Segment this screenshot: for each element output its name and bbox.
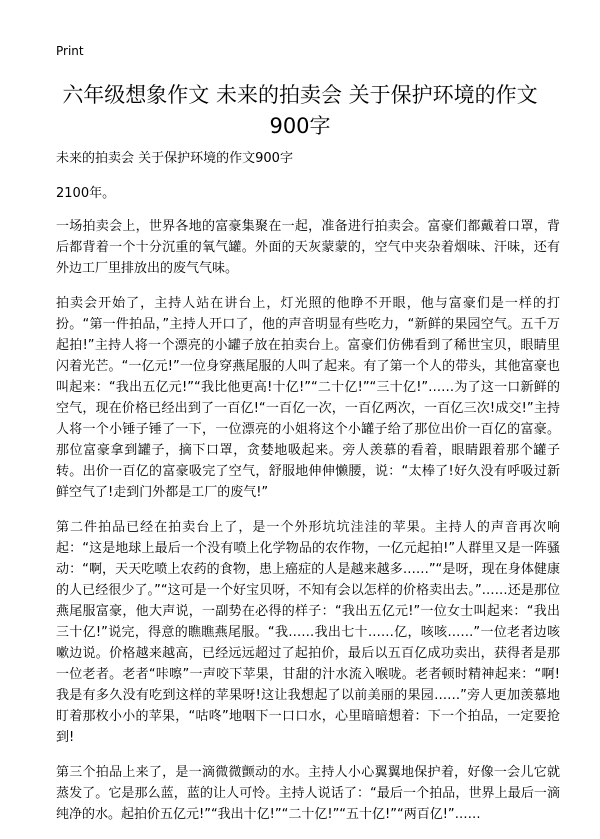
- paragraph: 第三个拍品上来了，是一滴微微颤动的水。主持人小心翼翼地保护着，好像一会儿它就蒸发了。它是那么蓝，蓝的让人可怜。主持人说话了：“最后一个拍品，世界上最后一滴纯净的水。起拍价五亿元!”“我出十亿!”“二十亿!”“五十亿!”“两百亿!”……: [56, 765, 560, 822]
- page-title: 六年级想象作文 未来的拍卖会 关于保护环境的作文900字: [62, 83, 538, 138]
- paragraph: 一场拍卖会上，世界各地的富豪集聚在一起，准备进行拍卖会。富豪们都戴着口罩，背后都背着一个十分沉重的氧气罐。外面的天灰蒙蒙的，空气中夹杂着烟味、汗味，还有外边工厂里排放出的废气气味。: [56, 219, 560, 276]
- print-link[interactable]: Print: [56, 44, 84, 58]
- paragraph: 第二件拍品已经在拍卖台上了，是一个外形坑坑洼洼的苹果。主持人的声音再次响起：“这是地球上最后一个没有喷上化学物品的农作物，一亿元起拍!”人群里又是一阵骚动：“啊，天天吃喷上农药的食物，患上癌症的人是越来越多……”“是呀，现在身体健康的人已经很少了。”“这可是一个好宝贝呀，不知有会以怎样的价格卖出去。”……还是那位燕尾服富豪，他大声说，一副势在必得的样子：“我出五亿元!”一位女士叫起来：“我出三十亿!”说完，得意的瞧瞧燕尾服。“我……我出七十……亿，咳咳……”一位老者边咳嗽边说。价格越来越高，已经远远超过了起拍价，最后以五百亿成功卖出，获得者是那一位老者。老者“咔嚓”一声咬下苹果，甘甜的汁水流入喉咙。老者顿时精神起来：“啊!我是有多久没有吃到这样的苹果呀!这让我想起了以前美丽的果园……”旁人更加羡慕地盯着那枚小小的苹果，“咕咚”地咽下一口口水，心里暗暗想着：下一个拍品，一定要抢到!: [56, 520, 560, 745]
- paragraph: 拍卖会开始了，主持人站在讲台上，灯光照的他睁不开眼，他与富豪们是一样的打扮。“第一件拍品，”主持人开口了，他的声音明显有些吃力，“新鲜的果园空气。五千万起拍!”主持人将一个漂亮的小罐子放在拍卖台上。富豪们仿佛看到了稀世宝贝，眼睛里闪着光芒。“一亿元!”一位身穿燕尾服的人叫了起来。有了第一个人的带头，其他富豪也叫起来：“我出五亿元!”“我比他更高!十亿!”“二十亿!”“三十亿!”……为了这一口新鲜的空气，现在价格已经出到了一百亿!“一百亿一次，一百亿两次，一百亿三次!成交!”主持人将一个小锤子锤了一下，一位漂亮的小姐将这个小罐子给了那位出价一百亿的富豪。那位富豪拿到罐子，摘下口罩，贪婪地吸起来。旁人羡慕的看着，眼睛跟着那个罐子转。出价一百亿的富豪吸完了空气，舒服地伸伸懒腰，说：“太棒了!好久没有呼吸过新鲜空气了!走到门外都是工厂的废气!”: [56, 296, 560, 500]
- article-year: 2100年。: [56, 186, 116, 201]
- article-body: [56, 148, 560, 839]
- article-subtitle: 未来的拍卖会 关于保护环境的作文900字: [56, 151, 293, 166]
